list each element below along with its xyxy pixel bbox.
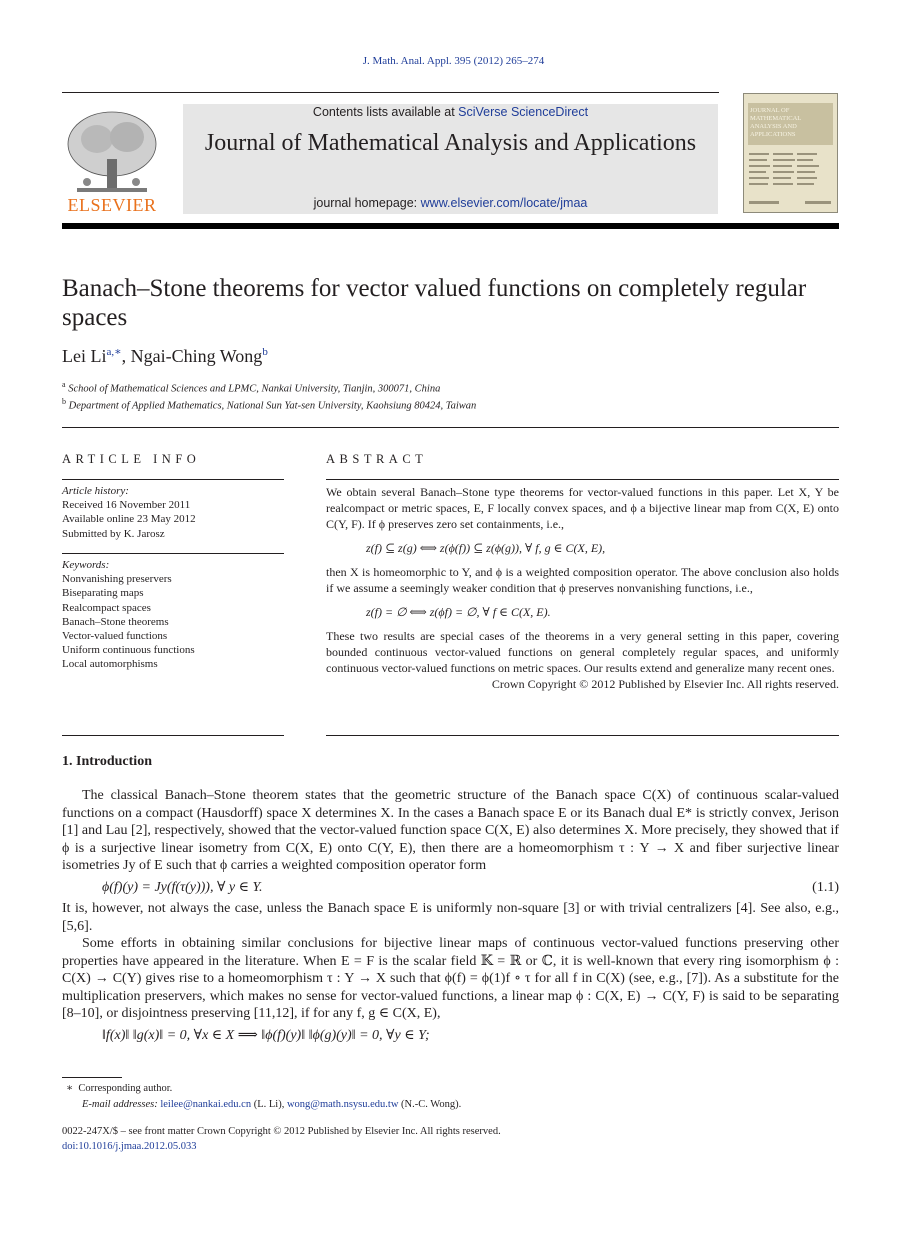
affiliation-b xyxy=(62,397,476,412)
author-affiliation-mark[interactable]: a,∗ xyxy=(106,346,122,358)
elsevier-logo xyxy=(62,104,162,214)
affiliation-text: School of Mathematical Sciences and LPMC, Nankai University, Tianjin, 300071, China xyxy=(68,383,441,395)
abstract-paragraph: then X is homeomorphic to Y, and ϕ is a weighted composition operator. The above conclusion also holds if we assume a seemingly weaker condition that ϕ preserves nonvanishing functions, i.e., xyxy=(326,565,839,595)
affiliation-mark: b xyxy=(62,397,66,406)
body-paragraph: The classical Banach–Stone theorem states that the geometric structure of the Banach space C(X) of continuous scalar-valued functions on a compact (Hausdorff) space X determines X. In the cases a Banach space E or its Banach dual E* is strictly convex, Jerison [1] and Lau [2], respectively, showed that the vector-valued function space C(X, E) also determines X. More precisely, they showed that if ϕ is a surjective linear isometry from C(X, E) onto C(Y, E), then there are a homeomorphism τ : Y → X and fiber surjective linear isometries Jy of E such that ϕ carries a weighted composition operator form xyxy=(62,788,839,873)
corresponding-author-note xyxy=(66,1082,172,1094)
history-item: Submitted by K. Jarosz xyxy=(62,527,165,540)
keyword-item: Realcompact spaces xyxy=(62,601,151,614)
abstract-equation: z(f) = ∅ ⟺ z(ϕf) = ∅, ∀ f ∈ C(X, E). xyxy=(366,605,551,619)
keywords-label: Keywords: xyxy=(62,559,110,571)
header-divider xyxy=(62,92,719,93)
affiliation-divider xyxy=(62,427,839,428)
keyword-item: Local automorphisms xyxy=(62,658,158,671)
affiliation-mark: a xyxy=(62,380,66,389)
abstract-heading: ABSTRACT xyxy=(326,452,428,466)
contents-line xyxy=(183,105,718,119)
affiliation-text: Department of Applied Mathematics, National Sun Yat-sen University, Kaohsiung 80424, Taiwan xyxy=(68,400,477,412)
display-equation xyxy=(62,879,839,897)
footnote-text: Corresponding author. xyxy=(78,1083,173,1094)
journal-title: Journal of Mathematical Analysis and Applications xyxy=(204,130,697,156)
keywords xyxy=(62,558,284,672)
abstract-body xyxy=(326,484,839,692)
info-divider xyxy=(62,479,284,480)
email-label: E-mail addresses: xyxy=(82,1099,161,1110)
keyword-item: Biseparating maps xyxy=(62,587,144,600)
email-note xyxy=(82,1099,461,1110)
abstract-equation: z(f) ⊆ z(g) ⟺ z(ϕ(f)) ⊆ z(ϕ(g)), ∀ f, g ∈ C(X, E), xyxy=(366,541,606,555)
abstract-divider xyxy=(326,479,839,480)
author-name: Lei Li xyxy=(62,346,107,366)
email-link[interactable]: wong@math.nsysu.edu.tw xyxy=(286,1099,399,1110)
section-heading: 1. Introduction xyxy=(62,754,152,769)
contents-prefix: Contents lists available at xyxy=(312,105,459,119)
article-history xyxy=(62,484,284,541)
equation-number: (1.1) xyxy=(812,879,839,895)
display-equation: ‖f(x)‖ ‖g(x)‖ = 0, ∀x ∈ X ⟹ ‖ϕ(f)(y)‖ ‖ϕ(g)(y)‖ = 0, ∀y ∈ Y; xyxy=(102,1027,430,1043)
doi-link[interactable]: doi:10.1016/j.jmaa.2012.05.033 xyxy=(62,1141,197,1152)
sciencedirect-link[interactable]: SciVerse ScienceDirect xyxy=(458,105,589,119)
author-affiliation-mark[interactable]: b xyxy=(262,346,268,358)
body-paragraph: Some efforts in obtaining similar conclusions for bijective linear maps of continuous vector-valued functions preserving other properties have appeared in the literature. When E = F is the scalar field 𝕂 = ℝ or ℂ, it is well-known that every ring isomorphism ϕ : C(X) → C(Y) gives rise to a homeomorphism τ : Y → X such that ϕ(f) = ϕ(1)f ∘ τ for all f in C(X) (see, e.g., [7]). As a substitute for the multiplication preservers, which makes no sense for vector-valued functions, a linear map ϕ : C(X, E) → C(Y, F) is said to be separating [8–10], or disjointness preserving [11,12], if for any f, g ∈ C(X, E), xyxy=(62,936,839,1021)
keyword-item: Banach–Stone theorems xyxy=(62,615,169,628)
body-paragraph: It is, however, not always the case, unless the Banach space E is uniformly non-square [3] or with trivial centralizers [4]. See also, e.g., [5,6]. xyxy=(62,901,839,934)
article-info-heading: ARTICLE INFO xyxy=(62,452,201,466)
author-list xyxy=(62,345,268,367)
cover-title: JOURNAL OF MATHEMATICAL ANALYSIS AND APPLICATIONS xyxy=(750,107,802,138)
email-owner: (N.-C. Wong). xyxy=(398,1099,462,1110)
email-link[interactable]: leilee@nankai.edu.cn xyxy=(160,1099,252,1110)
homepage-prefix: journal homepage: xyxy=(313,196,421,210)
footnote-mark: ∗ xyxy=(66,1083,74,1094)
abstract-paragraph: These two results are special cases of the theorems in a very general setting in this paper, covering bounded continuous vector-valued functions on general completely regular spaces, and uniformly continuous vector-valued functions on metric spaces. Our results extend and generalize many recent ones. xyxy=(326,629,839,675)
paper-title: Banach–Stone theorems for vector valued functions on completely regular spaces xyxy=(62,275,807,331)
homepage-line xyxy=(183,196,718,210)
email-owner: (L. Li), xyxy=(251,1099,287,1110)
footnote-divider xyxy=(62,1077,122,1078)
info-divider xyxy=(62,553,284,554)
introduction-body xyxy=(62,787,839,1048)
keyword-item: Vector-valued functions xyxy=(62,630,168,643)
copyright-notice: Crown Copyright © 2012 Published by Elsevier Inc. All rights reserved. xyxy=(491,677,839,691)
history-item: Available online 23 May 2012 xyxy=(62,513,196,526)
keyword-item: Uniform continuous functions xyxy=(62,644,195,657)
author-name: Ngai-Ching Wong xyxy=(130,346,263,366)
history-label: Article history: xyxy=(62,485,129,497)
equation-text: ϕ(f)(y) = Jy(f(τ(y))), ∀ y ∈ Y. xyxy=(102,879,263,895)
author-separator: , xyxy=(121,346,131,366)
affiliation-a xyxy=(62,380,440,395)
journal-cover xyxy=(743,93,838,213)
issn-line: 0022-247X/$ – see front matter Crown Copyright © 2012 Published by Elsevier Inc. All rights reserved. xyxy=(62,1126,501,1137)
header-thick-rule xyxy=(62,223,839,229)
info-divider xyxy=(62,735,284,736)
elsevier-wordmark: ELSEVIER xyxy=(67,195,157,215)
history-item: Received 16 November 2011 xyxy=(62,499,191,512)
abstract-divider xyxy=(326,735,839,736)
keyword-item: Nonvanishing preservers xyxy=(62,573,172,586)
homepage-link[interactable]: www.elsevier.com/locate/jmaa xyxy=(420,196,588,210)
abstract-paragraph: We obtain several Banach–Stone type theorems for vector-valued functions in this paper. Let X, Y be realcompact or metric spaces, E, F locally convex spaces, and ϕ a bijective linear map from C(X, E) onto C(Y, F). If ϕ preserves zero set containments, i.e., xyxy=(326,485,839,531)
journal-citation[interactable]: J. Math. Anal. Appl. 395 (2012) 265–274 xyxy=(362,55,545,67)
